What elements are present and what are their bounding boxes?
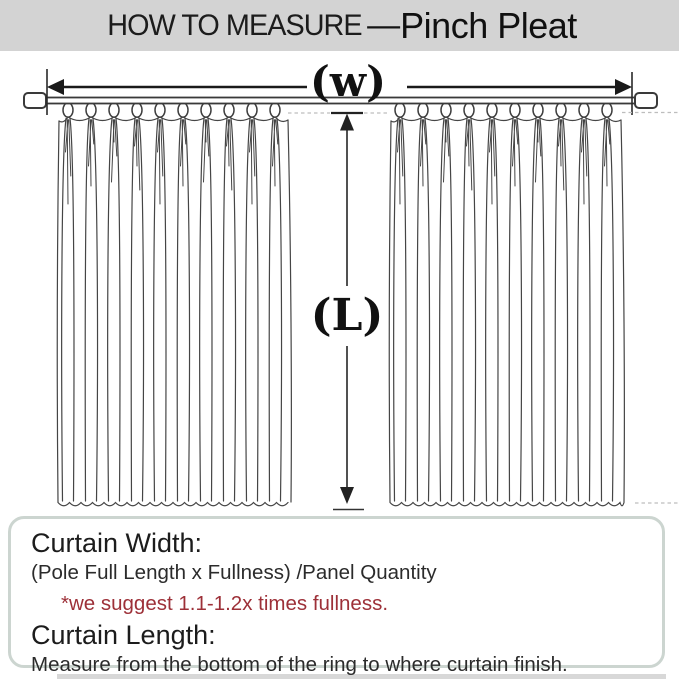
curtain-length-heading: Curtain Length: bbox=[31, 620, 216, 650]
right-finial bbox=[635, 93, 657, 108]
right-curtain-panel bbox=[389, 103, 624, 506]
curtain-width-formula: (Pole Full Length x Fullness) /Panel Quantity bbox=[31, 561, 437, 584]
arrowhead-down-icon bbox=[340, 487, 354, 504]
curtain-hem bbox=[58, 503, 288, 506]
curtain-rings bbox=[395, 103, 612, 117]
length-label: (L) bbox=[310, 290, 384, 341]
fullness-note: *we suggest 1.1-1.2x times fullness. bbox=[61, 592, 389, 615]
title-bar bbox=[0, 0, 679, 51]
curtain-rings bbox=[63, 103, 280, 117]
arrowhead-up-icon bbox=[340, 114, 354, 131]
arrowhead-left-icon bbox=[47, 79, 64, 95]
width-label: (w) bbox=[310, 57, 386, 106]
curtain-width-heading: Curtain Width: bbox=[31, 528, 203, 558]
left-curtain-panel bbox=[57, 103, 291, 506]
arrowhead-right-icon bbox=[615, 79, 632, 95]
curtain-hem bbox=[390, 503, 624, 506]
measure-info-box bbox=[8, 516, 665, 676]
title-style-name: Pinch Pleat bbox=[400, 4, 577, 46]
title-separator: — bbox=[367, 5, 401, 43]
curtain-length-note: Measure from the bottom of the ring to where curtain finish. bbox=[31, 653, 568, 676]
left-finial bbox=[24, 93, 46, 108]
title-caps: HOW TO MEASURE bbox=[107, 8, 362, 42]
